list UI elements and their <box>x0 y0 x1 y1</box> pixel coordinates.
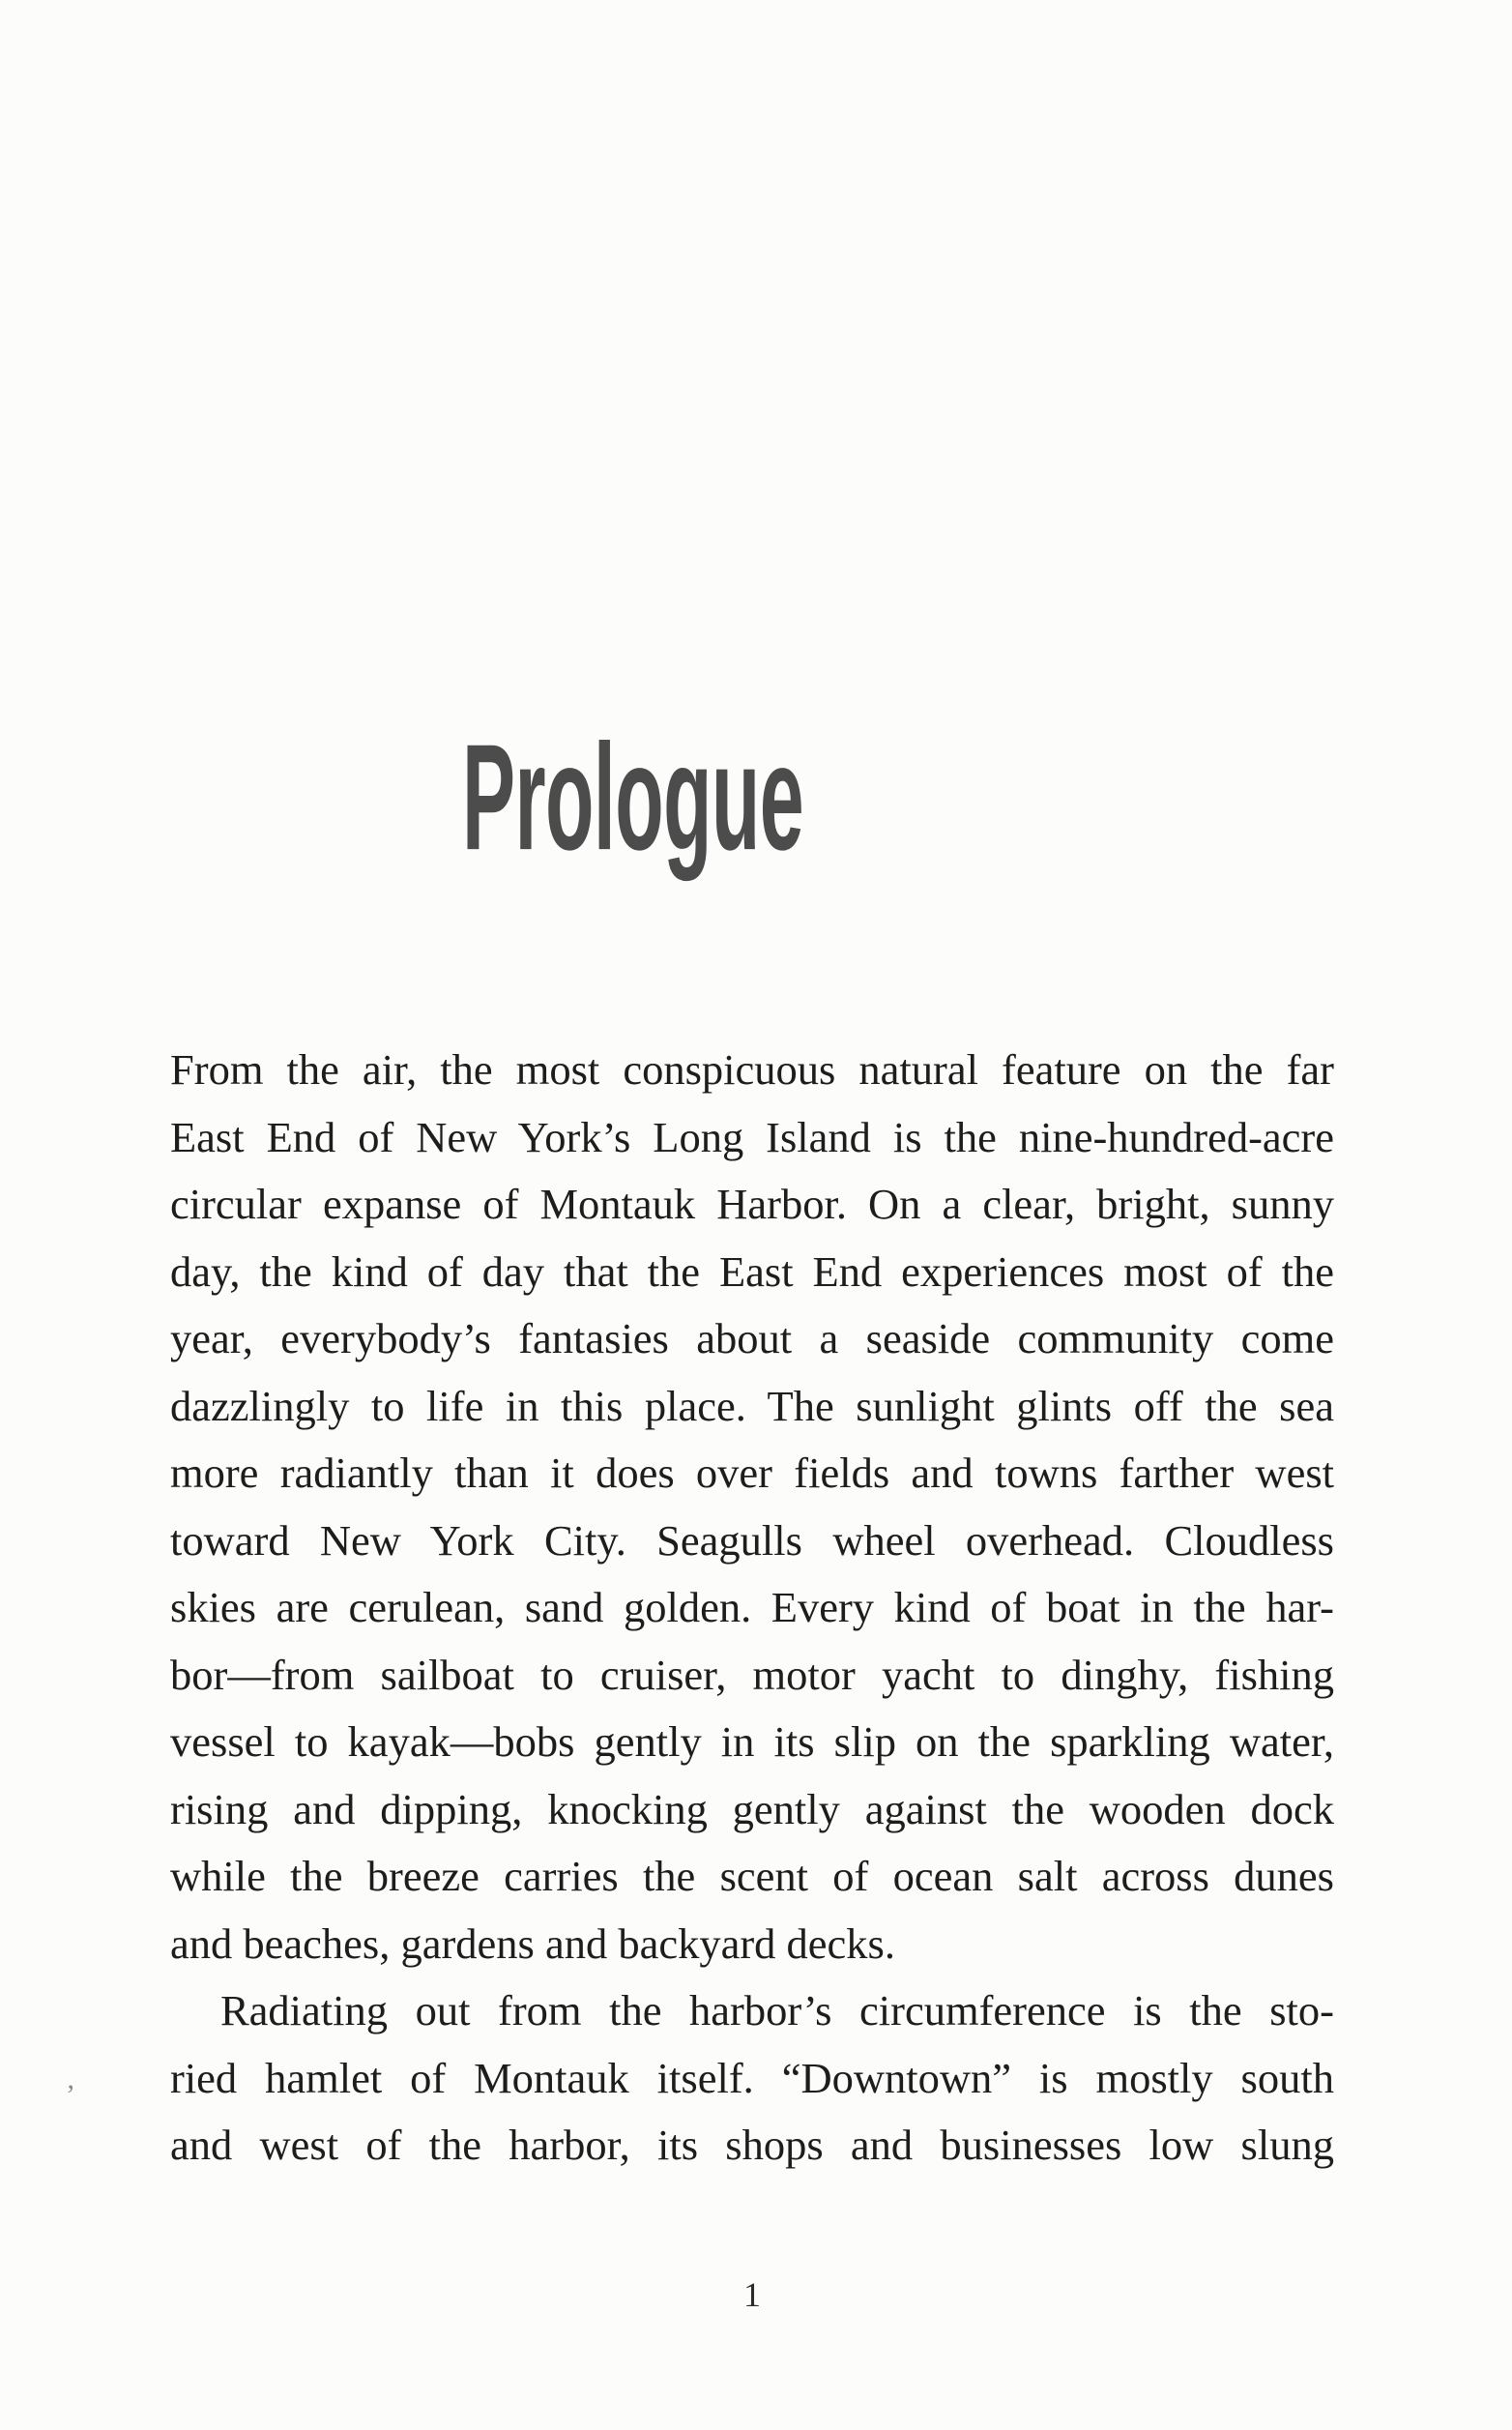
text-line: bor—from sailboat to cruiser, motor yacht to dinghy, fishing <box>170 1650 1334 1699</box>
paragraph <box>170 1977 1334 2180</box>
text-line: while the breeze carries the scent of ocean salt across dunes <box>170 1852 1334 1900</box>
text-line: and beaches, gardens and backyard decks. <box>170 1918 895 1968</box>
text-line: toward New York City. Seagulls wheel overhead. Cloudless <box>170 1515 1334 1565</box>
text-line: day, the kind of day that the East End experiences most of the <box>170 1246 1334 1296</box>
body-text <box>170 1037 1334 2180</box>
page-number: 1 <box>743 2275 761 2314</box>
chapter-title: Prologue <box>462 712 804 882</box>
text-line: and west of the harbor, its shops and businesses low slung <box>170 2121 1334 2169</box>
text-line: skies are cerulean, sand golden. Every kind of boat in the har- <box>170 1583 1334 1631</box>
text-line: dazzlingly to life in this place. The sunlight glints off the sea <box>170 1381 1334 1430</box>
text-line: vessel to kayak—bobs gently in its slip on the sparkling water, <box>170 1717 1334 1766</box>
text-line: rising and dipping, knocking gently against the wooden dock <box>170 1784 1334 1833</box>
scan-artifact-mark: ’ <box>66 2079 75 2111</box>
text-line: more radiantly than it does over fields and towns farther west <box>170 1449 1334 1497</box>
text-line: year, everybody’s fantasies about a seaside community come <box>170 1314 1334 1362</box>
text-line: East End of New York’s Long Island is the nine-hundred-acre <box>170 1112 1334 1161</box>
text-line: ried hamlet of Montauk itself. “Downtown” is mostly south <box>170 2053 1334 2102</box>
text-line: Radiating out from the harbor’s circumference is the sto- <box>220 1986 1334 2035</box>
paragraph <box>170 1037 1334 1977</box>
text-line: circular expanse of Montauk Harbor. On a clear, bright, sunny <box>170 1180 1334 1228</box>
text-line: From the air, the most conspicuous natural feature on the far <box>170 1045 1334 1094</box>
